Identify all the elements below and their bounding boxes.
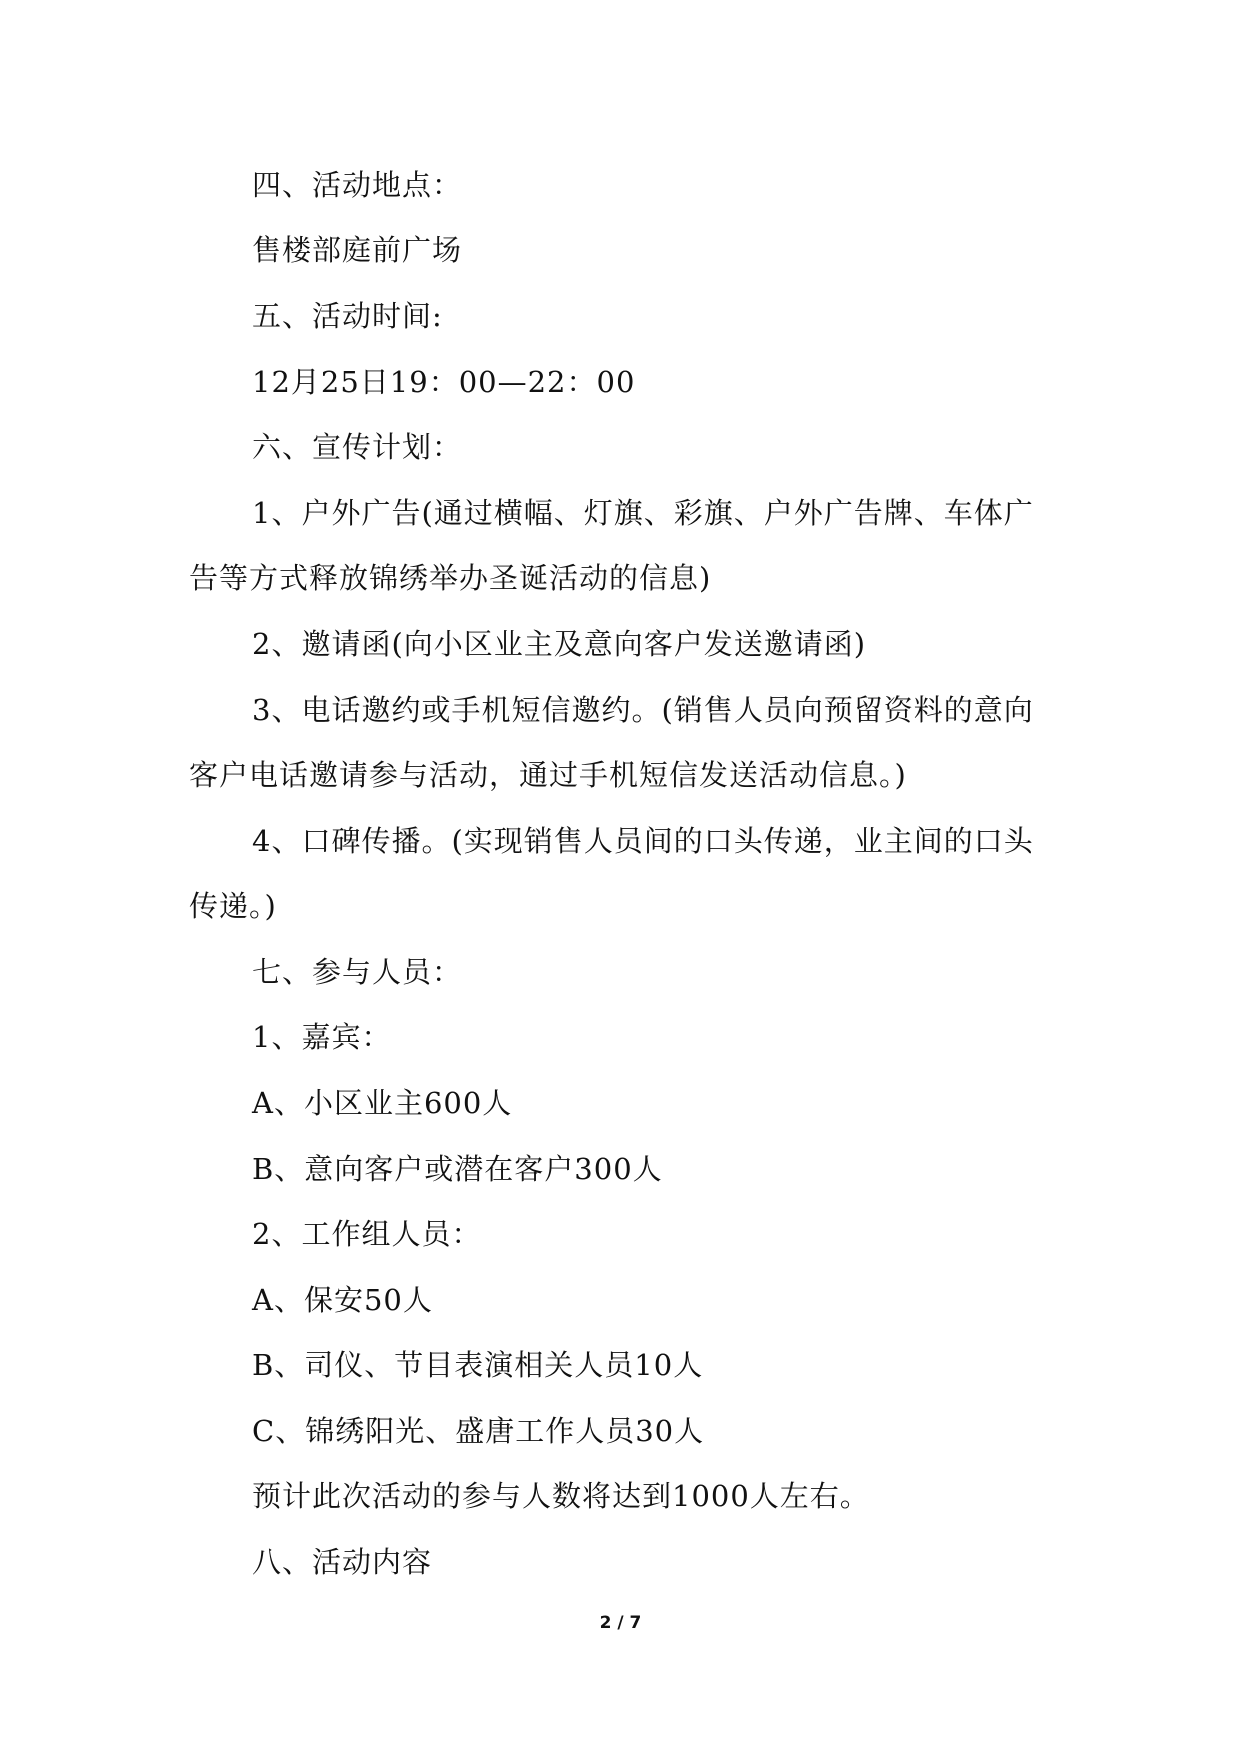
promotion-item-3-cont: 客户电话邀请参与活动，通过手机短信发送活动信息。) (189, 758, 907, 792)
guests-item-a: A、小区业主600人 (252, 1086, 513, 1120)
guests-heading: 1、嘉宾： (252, 1020, 392, 1054)
time-text: 12月25日19：00—22：00 (252, 365, 636, 399)
staff-item-a: A、保安50人 (252, 1283, 433, 1317)
promotion-item-2: 2、邀请函(向小区业主及意向客户发送邀请函) (252, 627, 867, 661)
heading-promotion: 六、宣传计划： (252, 430, 463, 464)
venue-text: 售楼部庭前广场 (252, 233, 463, 267)
heading-participants: 七、参与人员： (252, 955, 463, 989)
heading-venue: 四、活动地点： (252, 168, 463, 202)
promotion-item-4: 4、口碑传播。(实现销售人员间的口头传递，业主间的口头 (252, 824, 1034, 858)
heading-content: 八、活动内容 (252, 1545, 433, 1579)
staff-heading: 2、工作组人员： (252, 1217, 482, 1251)
promotion-item-1-cont: 告等方式释放锦绣举办圣诞活动的信息) (189, 561, 712, 595)
staff-item-c: C、锦绣阳光、盛唐工作人员30人 (252, 1414, 705, 1448)
expected-attendance: 预计此次活动的参与人数将达到1000人左右。 (252, 1479, 870, 1513)
promotion-item-3: 3、电话邀约或手机短信邀约。(销售人员向预留资料的意向 (252, 693, 1034, 727)
page-number: 2 / 7 (599, 1613, 642, 1633)
promotion-item-4-cont: 传递。) (189, 889, 277, 923)
promotion-item-1: 1、户外广告(通过横幅、灯旗、彩旗、户外广告牌、车体广 (252, 496, 1034, 530)
heading-time: 五、活动时间: (252, 299, 443, 333)
guests-item-b: B、意向客户或潜在客户300人 (252, 1152, 663, 1186)
staff-item-b: B、司仪、节目表演相关人员10人 (252, 1348, 704, 1382)
